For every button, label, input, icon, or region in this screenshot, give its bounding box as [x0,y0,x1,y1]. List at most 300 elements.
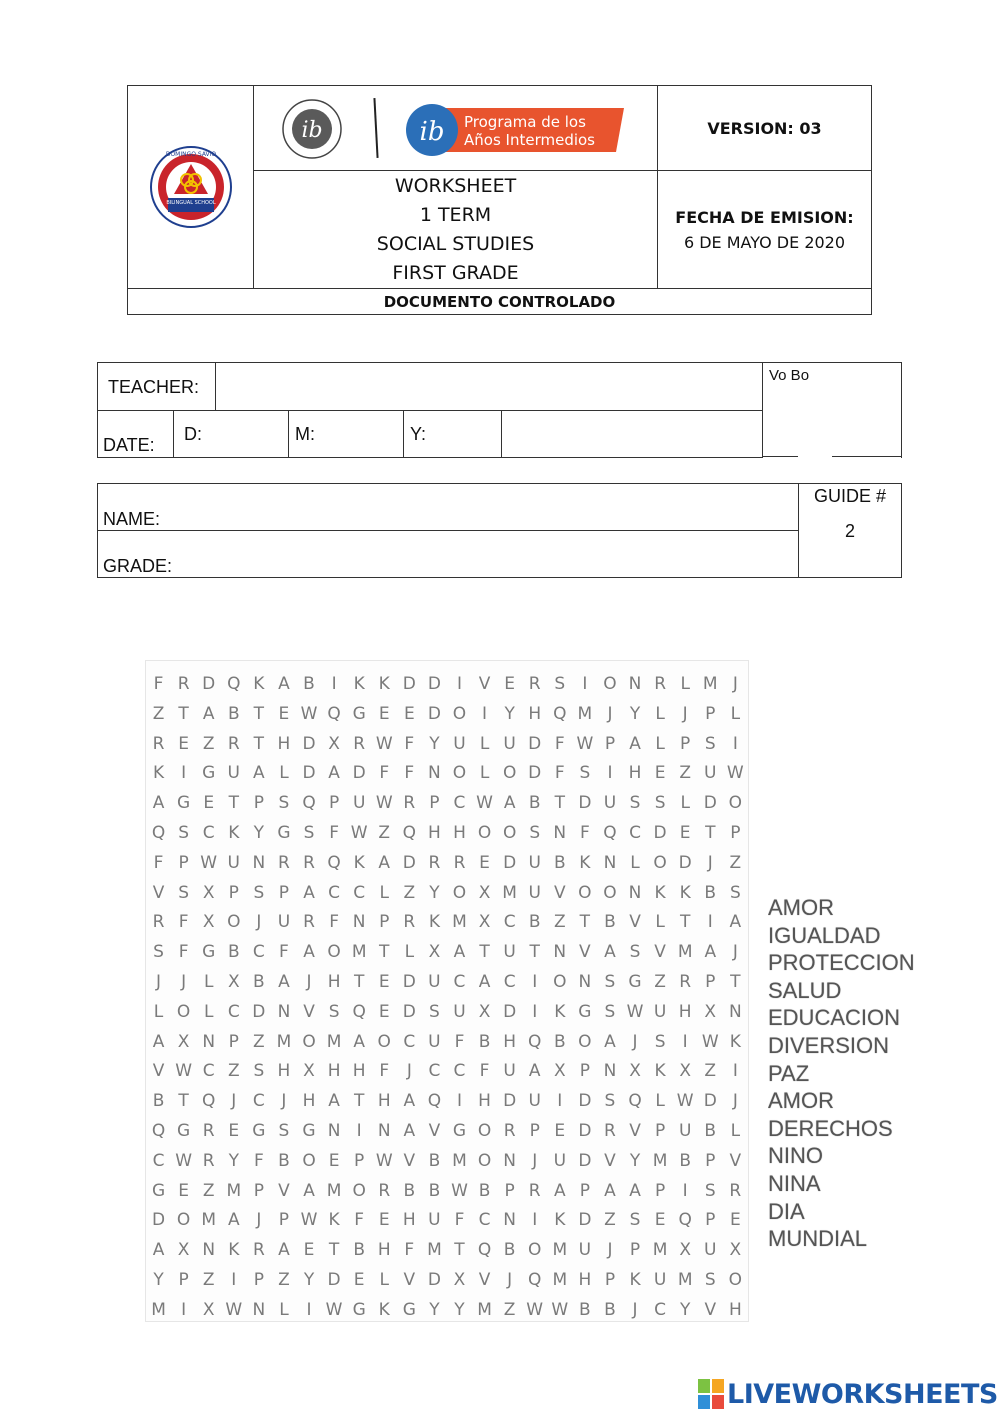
grid-letter[interactable]: U [352,793,366,814]
grid-letter[interactable]: P [253,793,264,814]
grid-letter[interactable]: T [253,733,265,754]
grid-letter[interactable]: S [629,793,641,814]
grid-letter[interactable]: M [552,1270,568,1290]
grid-letter[interactable]: R [303,852,315,873]
grid-letter[interactable]: U [428,972,441,992]
grid-letter[interactable]: V [553,882,566,903]
grid-letter[interactable]: Z [278,1270,290,1290]
grid-letter[interactable]: E [654,1210,666,1231]
grid-letter[interactable]: G [578,1001,592,1022]
grid-letter[interactable]: O [603,882,617,903]
name-field[interactable] [97,483,799,531]
grid-letter[interactable]: R [403,912,416,933]
grid-letter[interactable]: S [629,942,641,963]
grid-letter[interactable]: X [202,912,215,933]
grid-letter[interactable]: G [277,823,291,843]
grid-letter[interactable]: A [278,1240,290,1261]
grid-letter[interactable]: V [403,1270,416,1290]
grid-letter[interactable]: P [654,1180,666,1201]
grid-letter[interactable]: N [252,852,266,873]
grid-letter[interactable]: D [402,852,416,873]
grid-letter[interactable]: L [680,793,690,814]
grid-letter[interactable]: B [579,1299,591,1320]
grid-letter[interactable]: R [654,674,666,694]
grid-letter[interactable]: F [404,1240,415,1261]
grid-letter[interactable]: P [654,1121,666,1141]
grid-letter[interactable]: M [577,703,593,724]
grid-letter[interactable]: N [428,763,441,784]
grid-letter[interactable]: H [302,1091,316,1112]
grid-letter[interactable]: D [578,1150,592,1171]
grid-letter[interactable]: B [478,1031,491,1052]
grid-letter[interactable]: X [629,1061,641,1082]
grid-letter[interactable]: B [152,1091,165,1112]
grid-letter[interactable]: J [632,1299,638,1320]
grid-letter[interactable]: R [303,912,315,933]
grid-letter[interactable]: N [728,1001,742,1022]
grid-letter[interactable]: X [227,972,240,992]
grid-letter[interactable]: W [576,733,594,754]
grid-letter[interactable]: U [453,733,466,754]
grid-letter[interactable]: A [303,1180,315,1201]
grid-letter[interactable]: M [677,1270,693,1290]
grid-letter[interactable]: Y [504,703,515,724]
grid-letter[interactable]: Z [604,1210,616,1231]
grid-letter[interactable]: I [582,674,588,694]
grid-letter[interactable]: L [630,852,640,873]
grid-letter[interactable]: U [227,852,240,873]
grid-letter[interactable]: D [402,674,416,694]
grid-letter[interactable]: G [177,793,191,814]
grid-letter[interactable]: Z [378,823,391,843]
grid-letter[interactable]: O [352,1180,366,1201]
grid-letter[interactable]: S [654,1031,666,1052]
grid-letter[interactable]: U [578,1240,592,1261]
grid-letter[interactable]: K [428,912,440,933]
grid-letter[interactable]: B [528,912,541,933]
grid-letter[interactable]: Q [477,1240,492,1261]
grid-letter[interactable]: K [328,1210,340,1231]
grid-letter[interactable]: D [202,674,216,694]
grid-letter[interactable]: E [203,793,215,814]
grid-letter[interactable]: N [252,1299,266,1320]
grid-letter[interactable]: W [350,823,368,843]
grid-letter[interactable]: W [375,793,393,814]
grid-letter[interactable]: Z [403,882,416,903]
grid-letter[interactable]: B [528,793,541,814]
grid-letter[interactable]: J [306,972,312,992]
grid-letter[interactable]: I [532,1001,538,1022]
grid-letter[interactable]: X [177,1031,190,1052]
grid-letter[interactable]: G [402,1299,416,1320]
grid-letter[interactable]: I [306,1299,312,1320]
grid-letter[interactable]: V [152,882,165,903]
grid-letter[interactable]: D [402,972,416,992]
grid-letter[interactable]: E [729,1210,741,1231]
grid-letter[interactable]: D [427,1270,441,1290]
grid-letter[interactable]: M [677,942,693,963]
grid-letter[interactable]: Y [429,882,440,903]
grid-letter[interactable]: E [378,1001,390,1022]
grid-letter[interactable]: T [379,942,390,963]
grid-letter[interactable]: O [653,852,667,873]
grid-letter[interactable]: K [679,882,691,903]
grid-letter[interactable]: F [253,1150,264,1171]
grid-letter[interactable]: N [603,1061,617,1082]
grid-letter[interactable]: C [152,1150,165,1171]
grid-letter[interactable]: Z [202,1180,215,1201]
grid-letter[interactable]: X [328,733,340,754]
grid-letter[interactable]: U [503,733,516,754]
grid-letter[interactable]: I [682,1031,688,1052]
grid-letter[interactable]: A [328,763,340,784]
grid-letter[interactable]: K [228,823,240,843]
grid-letter[interactable]: K [253,674,265,694]
grid-letter[interactable]: J [607,703,613,724]
grid-letter[interactable]: U [503,942,516,963]
grid-letter[interactable]: B [303,674,315,694]
grid-letter[interactable]: N [553,823,567,843]
grid-letter[interactable]: X [679,1061,691,1082]
grid-letter[interactable]: F [454,1210,465,1231]
grid-letter[interactable]: I [181,763,187,784]
grid-letter[interactable]: O [452,703,467,724]
grid-letter[interactable]: K [353,852,365,873]
grid-letter[interactable]: T [679,912,691,933]
grid-letter[interactable]: D [402,1001,416,1022]
grid-letter[interactable]: E [178,733,189,754]
grid-letter[interactable]: L [479,733,490,754]
grid-letter[interactable]: U [603,793,617,814]
grid-letter[interactable]: V [654,942,666,963]
grid-letter[interactable]: M [552,1240,568,1261]
grid-letter[interactable]: O [227,912,241,933]
grid-letter[interactable]: C [453,972,466,992]
grid-letter[interactable]: O [728,793,743,814]
grid-letter[interactable]: Q [202,1091,216,1112]
grid-letter[interactable]: F [554,733,565,754]
grid-letter[interactable]: D [302,763,316,784]
grid-letter[interactable]: G [151,1180,166,1201]
grid-letter[interactable]: A [278,972,290,992]
grid-letter[interactable]: W [551,1299,569,1320]
grid-letter[interactable]: B [227,942,240,963]
grid-letter[interactable]: E [178,1180,189,1201]
grid-letter[interactable]: V [604,1150,616,1171]
grid-letter[interactable]: T [454,1240,465,1261]
grid-letter[interactable]: J [707,852,713,873]
grid-letter[interactable]: H [327,972,341,992]
grid-letter[interactable]: H [453,823,466,843]
grid-letter[interactable]: D [302,733,316,754]
grid-letter[interactable]: Y [429,1299,440,1320]
grid-letter[interactable]: I [557,1091,563,1112]
grid-letter[interactable]: C [428,1061,441,1082]
teacher-field[interactable] [215,362,763,411]
grid-letter[interactable]: R [503,1121,516,1141]
grid-letter[interactable]: C [353,882,366,903]
grid-letter[interactable]: F [479,1061,490,1082]
day-field[interactable] [173,410,289,458]
grid-letter[interactable]: I [732,733,738,754]
grid-letter[interactable]: H [277,1061,291,1082]
grid-letter[interactable]: M [652,1150,668,1171]
grid-letter[interactable]: N [327,1121,341,1141]
grid-letter[interactable]: N [628,674,642,694]
grid-letter[interactable]: O [528,1240,542,1261]
grid-letter[interactable]: J [732,942,738,963]
grid-letter[interactable]: N [503,1150,516,1171]
grid-letter[interactable]: U [528,852,541,873]
grid-letter[interactable]: W [375,733,393,754]
grid-letter[interactable]: A [253,763,265,784]
grid-letter[interactable]: X [478,912,491,933]
grid-letter[interactable]: O [452,882,467,903]
grid-letter[interactable]: P [579,1061,590,1082]
grid-letter[interactable]: P [705,1210,716,1231]
grid-letter[interactable]: S [429,1001,440,1022]
grid-letter[interactable]: V [629,1121,641,1141]
grid-letter[interactable]: F [279,942,289,963]
grid-letter[interactable]: I [682,1180,688,1201]
grid-letter[interactable]: W [701,1031,719,1052]
grid-letter[interactable]: H [377,1091,391,1112]
grid-letter[interactable]: X [303,1061,315,1082]
grid-letter[interactable]: P [278,1210,290,1231]
grid-letter[interactable]: M [702,674,718,694]
grid-letter[interactable]: I [331,674,337,694]
grid-letter[interactable]: X [478,882,491,903]
grid-letter[interactable]: J [732,1091,738,1112]
grid-letter[interactable]: P [178,1270,189,1290]
grid-letter[interactable]: F [554,763,565,784]
grid-letter[interactable]: L [655,703,665,724]
grid-letter[interactable]: K [228,1240,240,1261]
grid-letter[interactable]: U [704,1240,717,1261]
grid-letter[interactable]: M [326,1031,342,1052]
grid-letter[interactable]: Y [228,1150,239,1171]
grid-letter[interactable]: V [704,1299,717,1320]
grid-letter[interactable]: T [353,972,365,992]
grid-letter[interactable]: N [553,942,567,963]
grid-letter[interactable]: Y [303,1270,315,1290]
grid-letter[interactable]: H [578,1270,592,1290]
grid-letter[interactable]: M [452,1150,467,1171]
grid-letter[interactable]: D [503,1091,517,1112]
grid-letter[interactable]: S [328,1001,340,1022]
grid-letter[interactable]: F [579,823,590,843]
grid-letter[interactable]: S [178,882,190,903]
grid-letter[interactable]: K [654,1061,666,1082]
grid-letter[interactable]: S [729,882,741,903]
grid-letter[interactable]: S [278,1121,290,1141]
grid-letter[interactable]: J [532,1150,538,1171]
grid-letter[interactable]: W [300,1210,318,1231]
grid-letter[interactable]: N [202,1240,216,1261]
grid-letter[interactable]: T [705,823,716,843]
grid-letter[interactable]: L [279,763,289,784]
grid-letter[interactable]: A [629,733,641,754]
grid-letter[interactable]: G [177,1121,191,1141]
grid-letter[interactable]: W [451,1180,468,1201]
grid-letter[interactable]: U [428,1031,441,1052]
grid-letter[interactable]: R [202,1121,215,1141]
grid-letter[interactable]: R [202,1150,215,1171]
grid-letter[interactable]: Q [528,1270,542,1290]
grid-letter[interactable]: Q [402,823,417,843]
grid-letter[interactable]: P [278,882,290,903]
grid-letter[interactable]: I [482,703,488,724]
grid-letter[interactable]: Q [302,793,316,814]
grid-letter[interactable]: A [152,1240,165,1261]
grid-letter[interactable]: Q [528,1031,542,1052]
grid-letter[interactable]: D [578,1210,592,1231]
grid-letter[interactable]: L [655,1091,665,1112]
grid-letter[interactable]: B [679,1150,692,1171]
grid-letter[interactable]: A [403,1091,416,1112]
grid-letter[interactable]: W [375,1150,393,1171]
grid-letter[interactable]: Q [678,1210,692,1231]
grid-letter[interactable]: C [453,1061,466,1082]
grid-letter[interactable]: J [156,972,162,992]
grid-letter[interactable]: P [705,1150,716,1171]
grid-letter[interactable]: V [403,1150,416,1171]
grid-letter[interactable]: S [529,823,541,843]
grid-letter[interactable]: U [553,1150,567,1171]
grid-letter[interactable]: B [704,1121,717,1141]
grid-letter[interactable]: D [151,1210,166,1231]
grid-letter[interactable]: S [704,1270,716,1290]
grid-letter[interactable]: J [406,1061,412,1082]
grid-letter[interactable]: M [477,1299,492,1320]
grid-letter[interactable]: C [202,1061,215,1082]
grid-letter[interactable]: B [253,972,265,992]
grid-letter[interactable]: A [278,674,290,694]
grid-letter[interactable]: D [703,1091,717,1112]
grid-letter[interactable]: P [730,823,741,843]
grid-letter[interactable]: P [253,1180,264,1201]
grid-letter[interactable]: A [553,1180,566,1201]
grid-letter[interactable]: S [704,1180,716,1201]
grid-letter[interactable]: A [629,1180,641,1201]
grid-letter[interactable]: K [378,1299,390,1320]
grid-letter[interactable]: E [654,763,666,784]
grid-letter[interactable]: W [300,703,318,724]
grid-letter[interactable]: U [453,1001,466,1022]
grid-letter[interactable]: J [256,912,262,933]
grid-letter[interactable]: R [227,733,240,754]
date-extra-field[interactable] [501,410,763,458]
grid-letter[interactable]: Z [503,1299,516,1320]
grid-letter[interactable]: I [532,1210,538,1231]
grid-letter[interactable]: Q [151,1121,166,1141]
grid-letter[interactable]: R [378,1180,391,1201]
grid-letter[interactable]: A [403,1121,416,1141]
grid-letter[interactable]: P [529,1121,540,1141]
grid-letter[interactable]: P [354,1150,365,1171]
grid-letter[interactable]: D [528,733,542,754]
grid-letter[interactable]: B [478,1180,491,1201]
grid-letter[interactable]: S [278,793,290,814]
grid-letter[interactable]: Q [427,1091,442,1112]
grid-letter[interactable]: C [453,793,466,814]
grid-letter[interactable]: L [379,882,389,903]
grid-letter[interactable]: I [707,912,713,933]
grid-letter[interactable]: A [453,942,466,963]
grid-letter[interactable]: H [327,1061,341,1082]
grid-letter[interactable]: R [152,912,165,933]
grid-letter[interactable]: Y [454,1299,465,1320]
grid-letter[interactable]: X [177,1240,190,1261]
grid-letter[interactable]: L [655,912,665,933]
grid-letter[interactable]: W [175,1150,193,1171]
grid-letter[interactable]: G [352,1299,366,1320]
grid-letter[interactable]: M [351,942,367,963]
grid-letter[interactable]: U [503,1061,516,1082]
grid-letter[interactable]: N [352,912,366,933]
grid-letter[interactable]: D [427,674,441,694]
grid-letter[interactable]: L [203,1001,214,1022]
grid-letter[interactable]: S [153,942,164,963]
grid-letter[interactable]: D [427,703,441,724]
grid-letter[interactable]: P [579,1180,590,1201]
grid-letter[interactable]: W [476,793,493,814]
grid-letter[interactable]: R [252,1240,265,1261]
grid-letter[interactable]: H [377,1240,391,1261]
grid-letter[interactable]: X [478,1001,491,1022]
grid-letter[interactable]: I [356,1121,362,1141]
grid-letter[interactable]: H [678,1001,692,1022]
grid-letter[interactable]: T [353,1091,365,1112]
grid-letter[interactable]: A [604,1031,616,1052]
grid-letter[interactable]: C [503,972,516,992]
grid-letter[interactable]: H [352,1061,366,1082]
grid-letter[interactable]: D [528,763,542,784]
grid-letter[interactable]: Q [327,852,341,873]
grid-letter[interactable]: U [678,1121,692,1141]
grid-letter[interactable]: E [378,703,390,724]
grid-letter[interactable]: U [528,882,541,903]
grid-letter[interactable]: S [579,763,591,784]
grid-letter[interactable]: O [176,1001,191,1022]
grid-letter[interactable]: A [353,1031,365,1052]
grid-letter[interactable]: I [456,1091,462,1112]
grid-letter[interactable]: O [553,972,567,992]
grid-letter[interactable]: D [578,793,592,814]
grid-letter[interactable]: W [325,1299,343,1320]
grid-letter[interactable]: N [277,1001,291,1022]
grid-letter[interactable]: H [478,1091,491,1112]
grid-letter[interactable]: L [153,1001,164,1022]
grid-letter[interactable]: S [604,1001,616,1022]
grid-letter[interactable]: B [604,1299,616,1320]
grid-letter[interactable]: O [302,1150,316,1171]
grid-letter[interactable]: W [225,1299,243,1320]
grid-letter[interactable]: Q [603,823,617,843]
grid-letter[interactable]: J [507,1270,513,1290]
grid-letter[interactable]: Q [628,1091,642,1112]
grid-letter[interactable]: P [504,1180,515,1201]
grid-letter[interactable]: O [578,882,592,903]
grid-letter[interactable]: J [256,1210,262,1231]
grid-letter[interactable]: O [452,763,467,784]
month-field[interactable] [288,410,404,458]
grid-letter[interactable]: H [402,1210,416,1231]
grid-letter[interactable]: L [680,674,690,694]
grid-letter[interactable]: H [503,1031,517,1052]
grid-letter[interactable]: D [327,1270,341,1290]
grid-letter[interactable]: M [276,1031,292,1052]
